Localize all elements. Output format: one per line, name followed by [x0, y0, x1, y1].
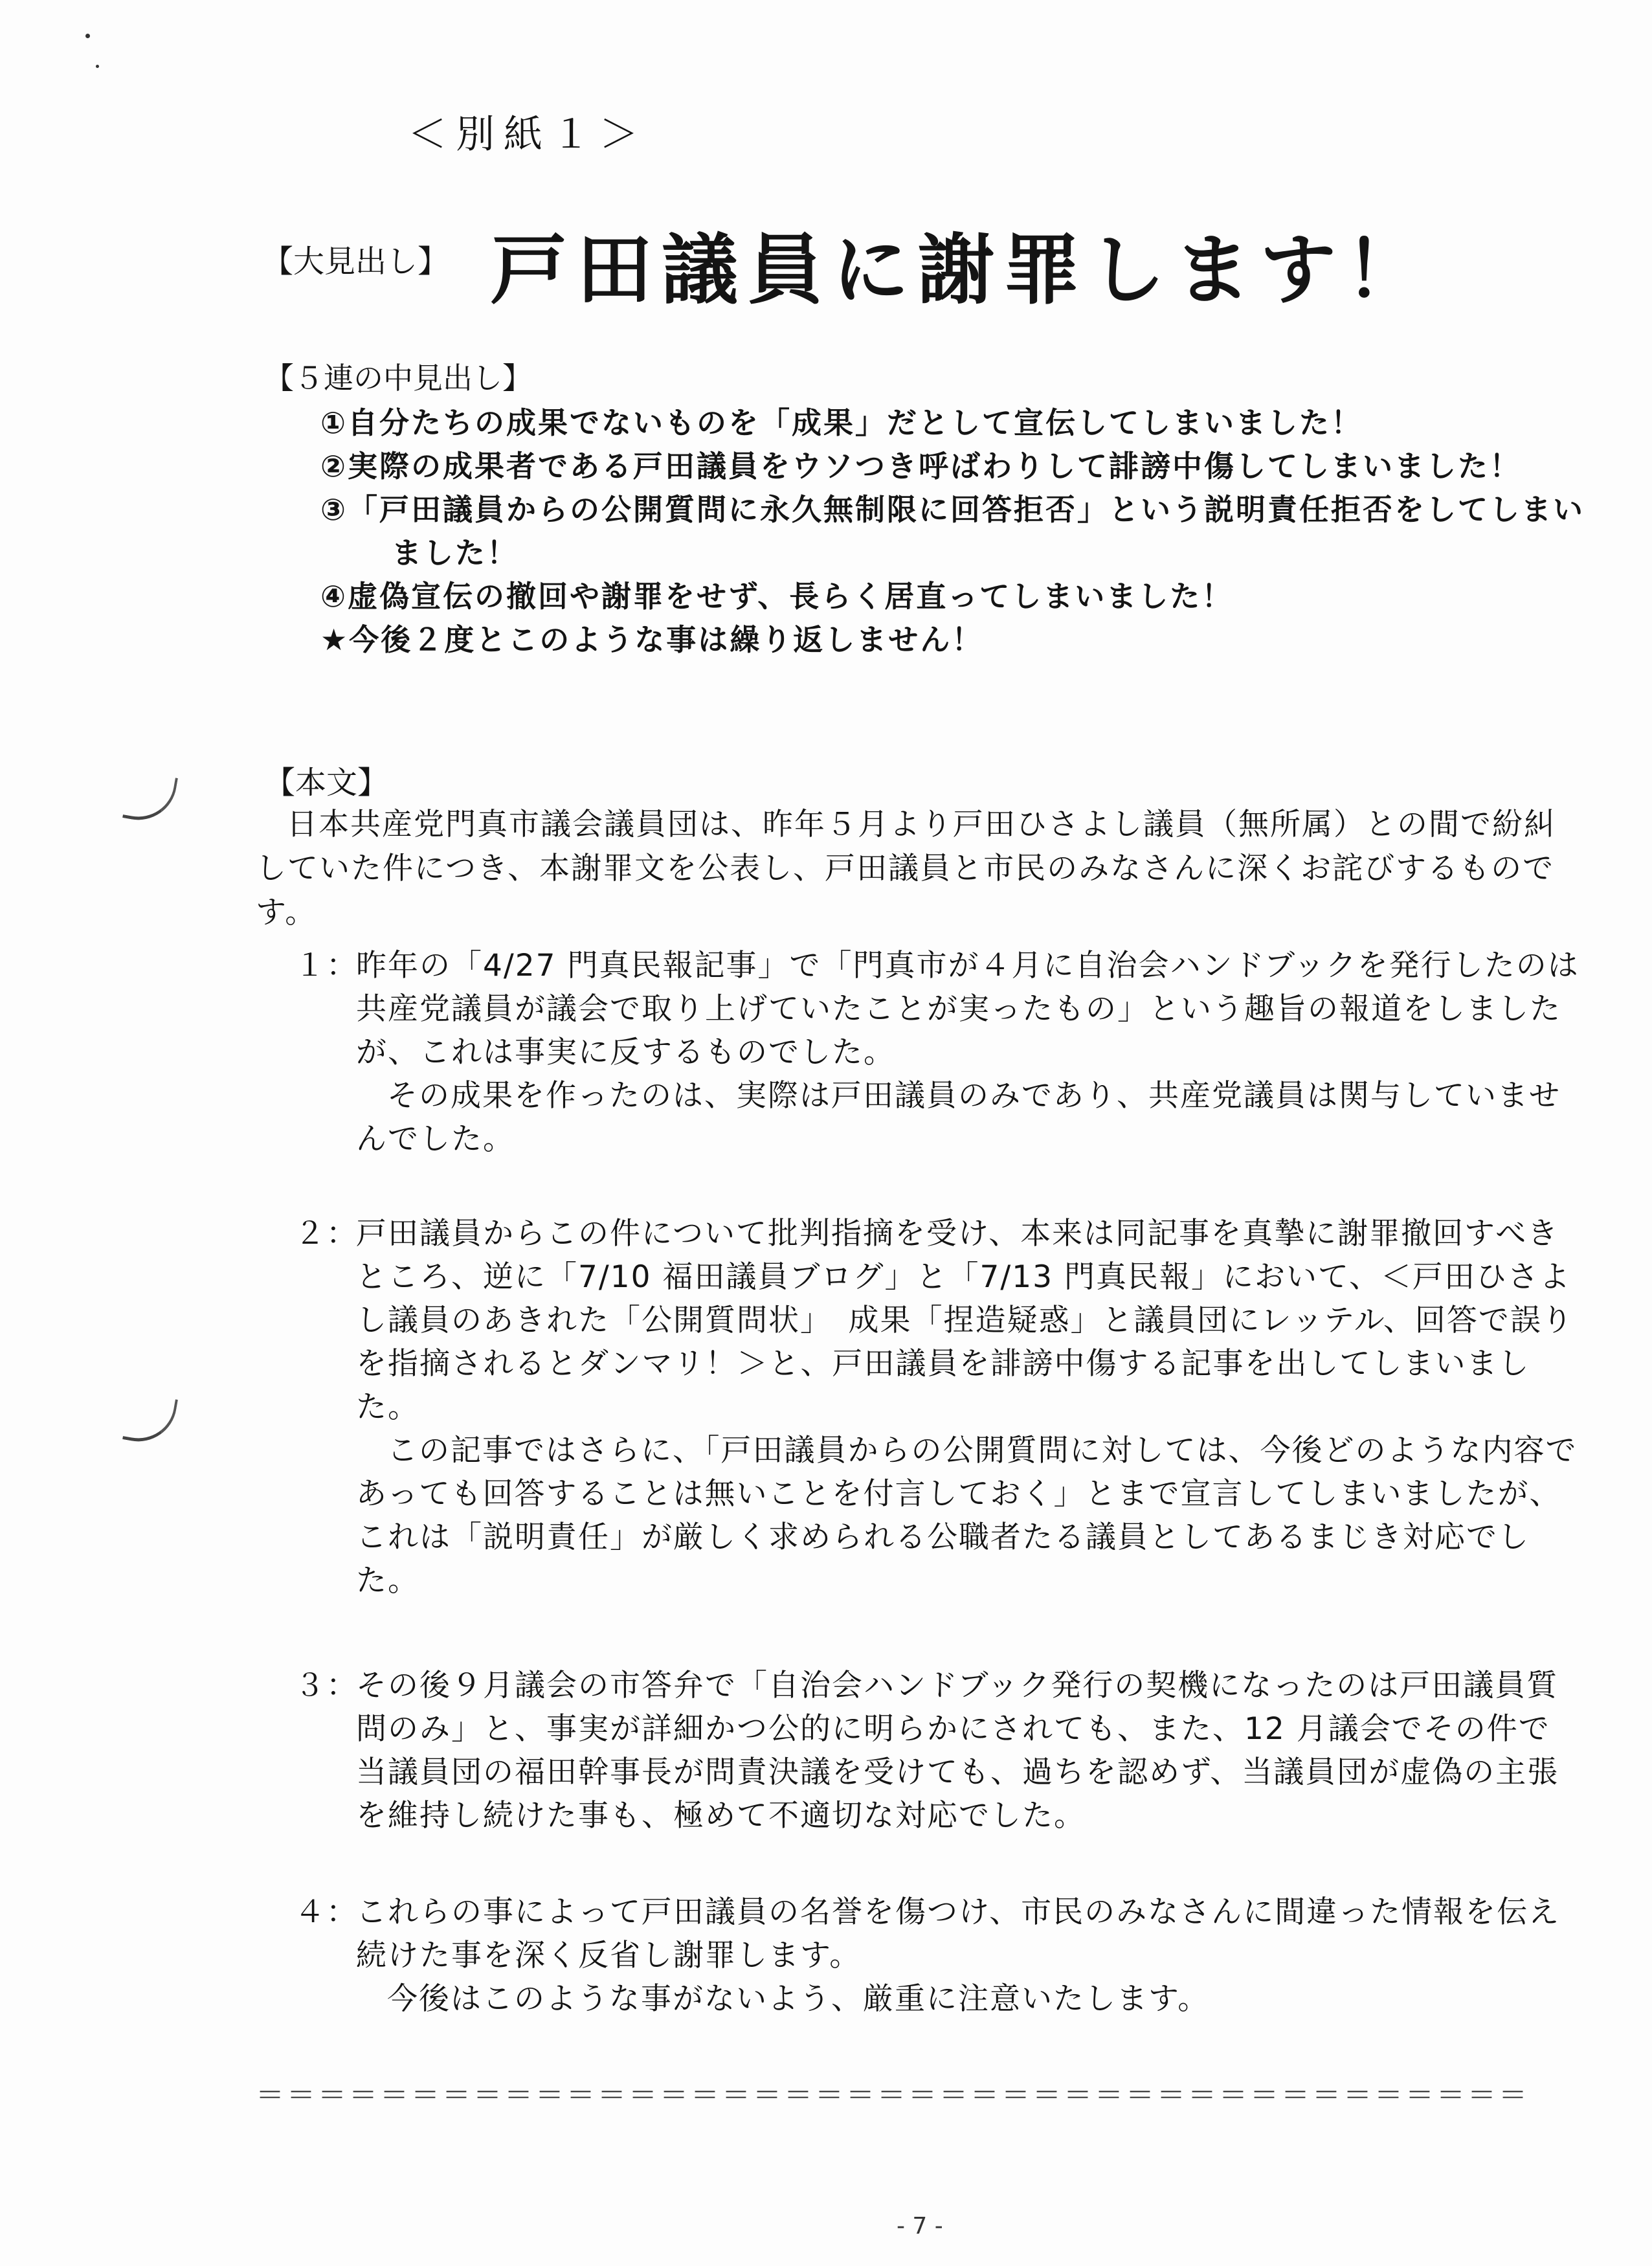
numbered-item-3 [295, 1664, 1579, 1837]
item-paragraph: この記事ではさらに、「戸田議員からの公開質問に対しては、今後どのような内容であっても回答することは無いことを付言しておく」とまで宣言してしまいましたが、これは「説明責任」が厳しく求められる公職者たる議員としてあるまじき対応でした。 [356, 1433, 1578, 1599]
numbered-item-2 [295, 1212, 1579, 1602]
item-paragraph: その成果を作ったのは、実際は戸田議員のみであり、共産党議員は関与していませんでした。 [356, 1078, 1561, 1157]
item-paragraph: 戸田議員からこの件について批判指摘を受け、本来は同記事を真摯に謝罪撤回すべきところ、逆に「7/10 福田議員ブログ」と「7/13 門真民報」において、＜戸田ひさよし議員のあきれた「公開質問状」 成果「捏造疑惑」と議員団にレッテル、回答で誤りを指摘されるとダンマリ！＞と、戸田議員を誹謗中傷する記事を出してしまいました。 [356, 1216, 1574, 1425]
body-label: 【本文】 [264, 765, 389, 801]
subheads-label: 【５連の中見出し】 [264, 361, 532, 396]
scan-speck [96, 65, 99, 68]
item-number: ４： [295, 1894, 358, 1930]
subhead-item: ①自分たちの成果でないものを「成果」だとして宣伝してしまいました！ [320, 405, 1363, 440]
punch-hole-mark [122, 1391, 178, 1448]
item-paragraph: その後９月議会の市答弁で「自治会ハンドブック発行の契機になったのは戸田議員質問のみ」と、事実が詳細かつ公的に明らかにされても、また、12 月議会でその件で当議員団の福田幹事長が問責決議を受けても、過ちを認めず、当議員団が虚偽の主張を維持し続けた事も、極めて不適切な対応でした。 [356, 1668, 1559, 1834]
subhead-item: ④虚偽宣伝の撤回や謝罪をせず、長らく居直ってしまいました！ [320, 579, 1234, 614]
item-paragraph: 今後はこのような事がないよう、厳重に注意いたします。 [387, 1981, 1210, 2017]
intro-paragraph: 日本共産党門真市議会議員団は、昨年５月より戸田ひさよし議員（無所属）との間で紛糾していた件につき、本謝罪文を公表し、戸田議員と市民のみなさんに深くお詫びするものです。 [256, 807, 1556, 930]
subhead-item: ③「戸田議員からの公開質問に永久無制限に回答拒否」という説明責任拒否をしてしまいました！ [320, 492, 1585, 570]
item-number: ２： [295, 1216, 358, 1251]
item-paragraph: 昨年の「4/27 門真民報記事」で「門真市が４月に自治会ハンドブックを発行したのは共産党議員が議会で取り上げていたことが実ったもの」という趣旨の報道をしましたが、これは事実に反するものでした。 [356, 948, 1579, 1070]
numbered-item-1 [295, 944, 1579, 1161]
item-number: ３： [295, 1668, 358, 1703]
punch-hole-mark [122, 770, 178, 826]
scan-speck [85, 34, 90, 38]
page-number: - 7 - [897, 2213, 943, 2239]
item-number: １： [295, 948, 358, 983]
headline-label: 【大見出し】 [262, 243, 449, 280]
separator-line: ＝＝＝＝＝＝＝＝＝＝＝＝＝＝＝＝＝＝＝＝＝＝＝＝＝＝＝＝＝＝＝＝＝＝＝＝＝＝＝＝＝ [256, 2079, 1530, 2112]
annex-label: ＜別紙１＞ [408, 112, 647, 157]
item-paragraph: これらの事によって戸田議員の名誉を傷つけ、市民のみなさんに間違った情報を伝え続けた事を深く反省し謝罪します。 [356, 1894, 1561, 1973]
subhead-item: ★今後２度とこのような事は繰り返しません！ [320, 622, 984, 657]
headline: 戸田議員に謝罪します！ [491, 225, 1431, 315]
numbered-item-4 [295, 1890, 1579, 2021]
subhead-item: ②実際の成果者である戸田議員をウソつき呼ばわりして誹謗中傷してしまいました！ [320, 449, 1521, 484]
subheads-list [320, 401, 1589, 662]
